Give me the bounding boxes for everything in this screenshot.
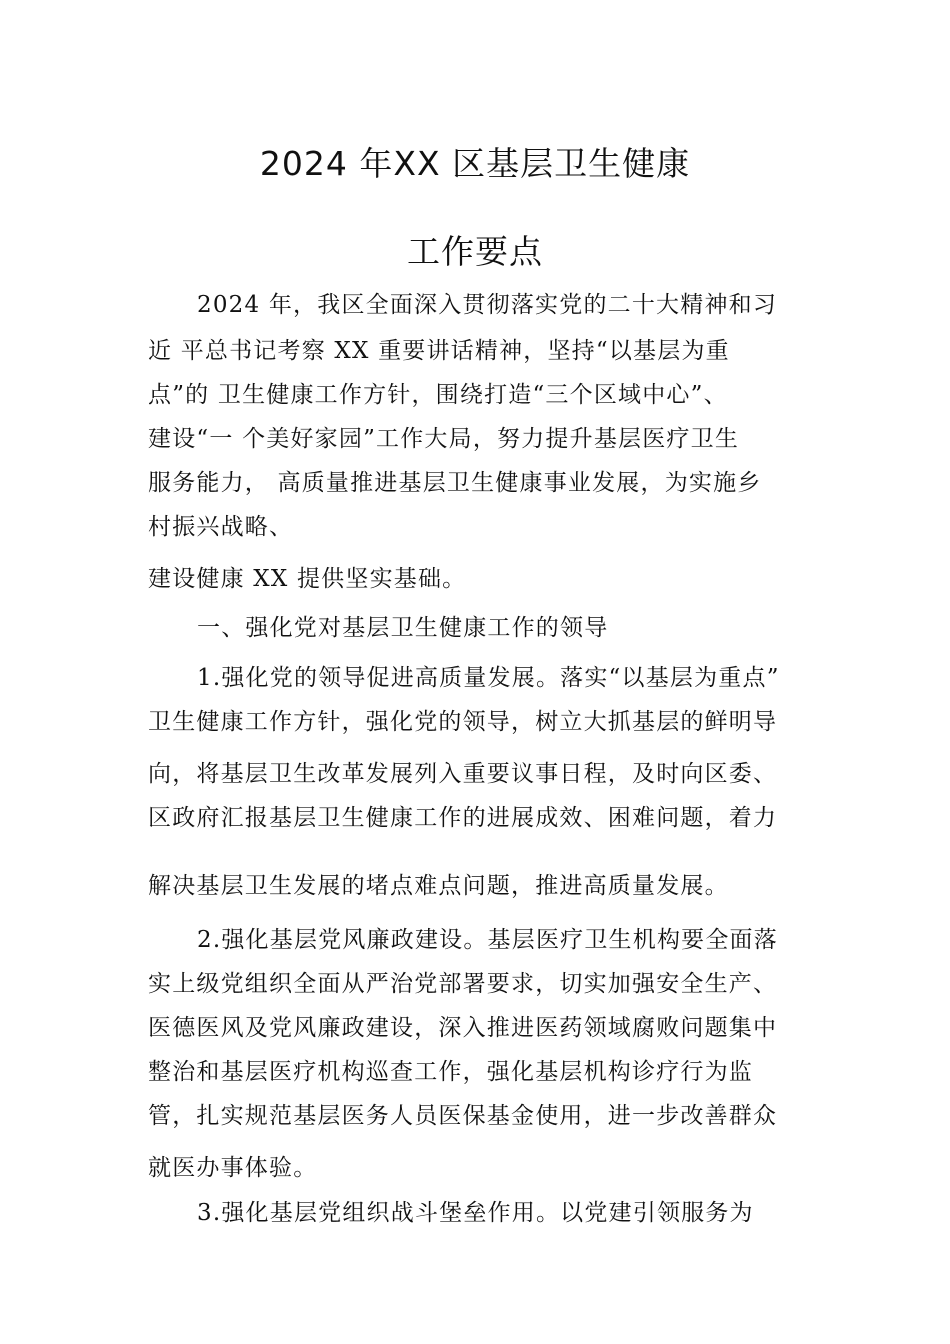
body-line: 点”的 卫生健康工作方针，围绕打造“三个区域中心”、: [148, 382, 728, 408]
document-title-line-1: 2024 年XX 区基层卫生健康: [259, 144, 691, 183]
body-line: 建设健康 XX 提供坚实基础。: [148, 566, 467, 592]
body-line: 向，将基层卫生改革发展列入重要议事日程，及时向区委、: [148, 761, 778, 787]
body-line: 2024 年，我区全面深入贯彻落实党的二十大精神和习: [197, 292, 778, 318]
section-heading: 一、强化党对基层卫生健康工作的领导: [197, 615, 609, 641]
body-line: 3.强化基层党组织战斗堡垒作用。以党建引领服务为: [197, 1200, 754, 1226]
body-line: 1.强化党的领导促进高质量发展。落实“以基层为重点”: [197, 665, 780, 691]
body-line: 卫生健康工作方针，强化党的领导，树立大抓基层的鲜明导: [148, 709, 778, 735]
body-line: 实上级党组织全面从严治党部署要求，切实加强安全生产、: [148, 971, 778, 997]
body-line: 建设“一 个美好家园”工作大局，努力提升基层医疗卫生: [148, 426, 740, 452]
body-line: 村振兴战略、: [148, 514, 294, 540]
body-line: 服务能力， 高质量推进基层卫生健康事业发展，为实施乡: [148, 470, 762, 496]
body-line: 整治和基层医疗机构巡查工作，强化基层机构诊疗行为监: [148, 1059, 753, 1085]
body-line: 2.强化基层党风廉政建设。基层医疗卫生机构要全面落: [197, 927, 778, 953]
body-line: 医德医风及党风廉政建设，深入推进医药领域腐败问题集中: [148, 1015, 778, 1041]
body-line: 就医办事体验。: [148, 1155, 318, 1181]
document-title-line-2: 工作要点: [407, 232, 543, 271]
body-line: 近 平总书记考察 XX 重要讲话精神，坚持“以基层为重: [148, 338, 730, 364]
body-line: 管，扎实规范基层医务人员医保基金使用，进一步改善群众: [148, 1103, 778, 1129]
body-line: 解决基层卫生发展的堵点难点问题，推进高质量发展。: [148, 873, 729, 899]
body-line: 区政府汇报基层卫生健康工作的进展成效、困难问题，着力: [148, 805, 778, 831]
